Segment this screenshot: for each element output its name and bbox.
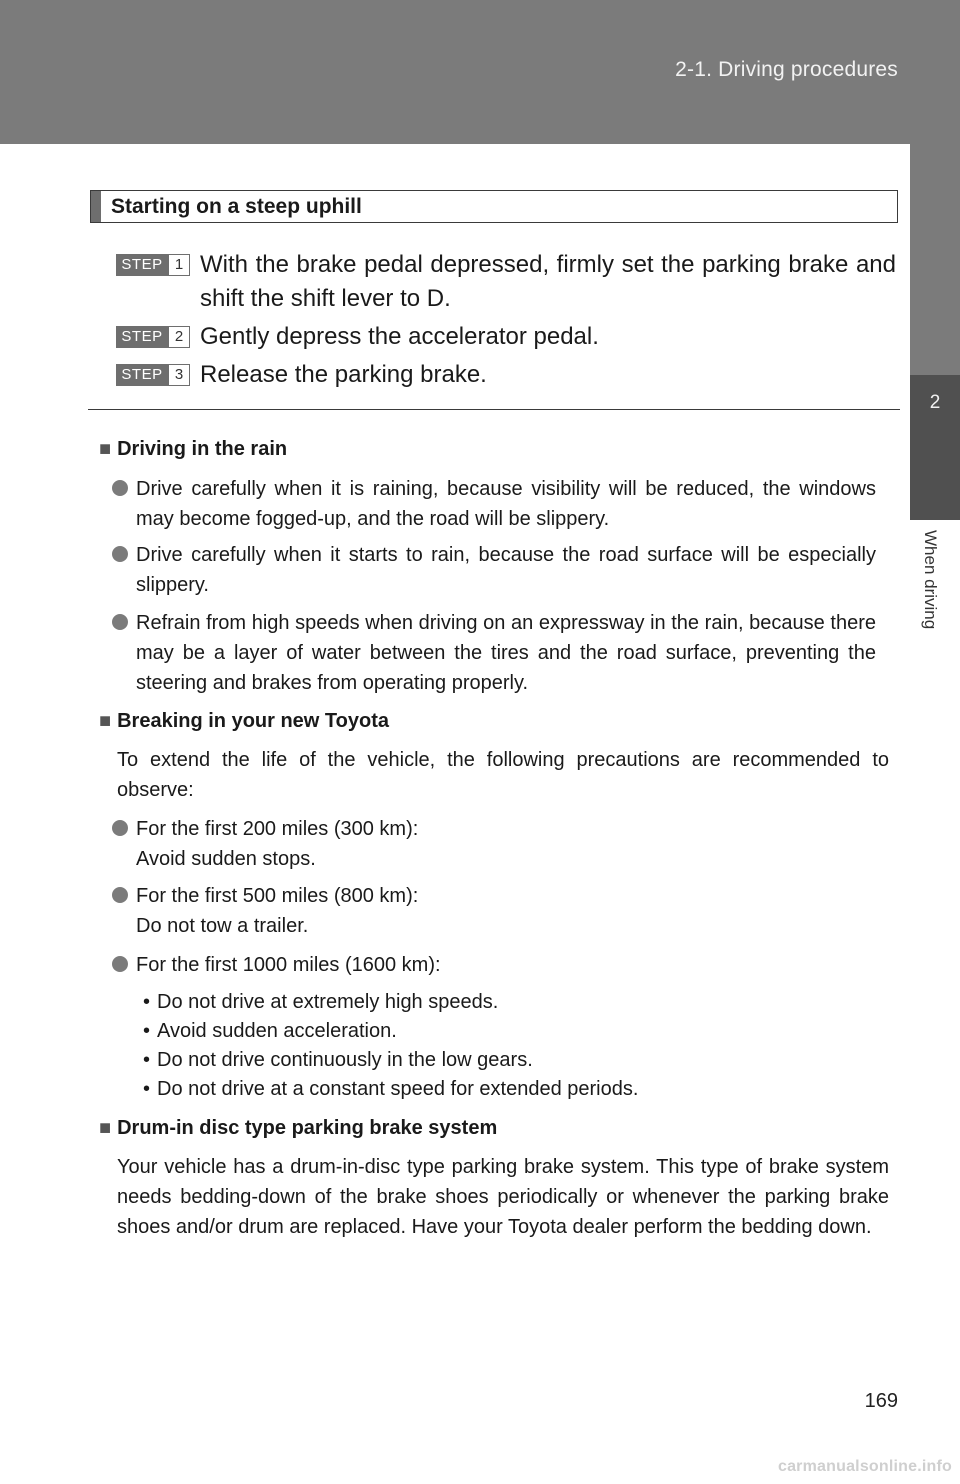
step-number: 1	[168, 254, 190, 276]
dot-bullet-icon: •	[143, 1078, 151, 1100]
step-badge	[116, 254, 192, 276]
step-text: Gently depress the accelerator pedal.	[200, 323, 599, 350]
step-label: STEP	[116, 326, 168, 348]
procedure-heading: Starting on a steep uphill	[111, 195, 362, 218]
note-heading-text: Drum-in disc type parking brake system	[117, 1117, 498, 1139]
list-item	[112, 540, 876, 600]
page-number: 169	[864, 1390, 898, 1412]
page-header-band	[0, 0, 960, 144]
note-heading-text: Driving in the rain	[117, 438, 288, 460]
sub-list-item	[143, 988, 877, 1017]
step-badge	[116, 326, 192, 348]
circle-bullet-icon	[112, 956, 128, 972]
circle-bullet-icon	[112, 480, 128, 496]
square-bullet-icon: ■	[99, 1117, 112, 1139]
dot-bullet-icon: •	[143, 991, 151, 1013]
list-item-text: For the first 1000 miles (1600 km):	[136, 954, 441, 976]
drum-paragraph: Your vehicle has a drum-in-disc type parking brake system. This type of brake system needs bedding-down of the brake shoes periodically or whenever the parking brake shoes and/or drum are replaced. Have your Toyota dealer perform the bedding down.	[117, 1156, 889, 1238]
circle-bullet-icon	[112, 820, 128, 836]
list-item	[112, 608, 876, 698]
sub-list-item	[143, 1017, 877, 1046]
step-badge	[116, 364, 192, 386]
heading-accent-bar	[91, 191, 101, 222]
list-item-text: For the first 200 miles (300 km):	[136, 818, 419, 840]
chapter-number: 2	[929, 392, 941, 413]
sub-list-item-text: Do not drive at extremely high speeds.	[157, 991, 499, 1013]
procedure-heading-box	[90, 190, 898, 223]
note-heading-breakin	[99, 710, 389, 733]
step-number: 2	[168, 326, 190, 348]
step-label: STEP	[116, 364, 168, 386]
section-divider	[88, 409, 900, 410]
step-text: With the brake pedal depressed, firmly set the parking brake and shift the shift lever to D.	[200, 251, 896, 312]
list-item-text: For the first 500 miles (800 km):	[136, 885, 419, 907]
list-item	[112, 814, 876, 874]
breakin-intro: To extend the life of the vehicle, the following precautions are recommended to observe:	[117, 749, 889, 801]
sub-list-item	[143, 1075, 877, 1104]
list-item	[112, 881, 876, 941]
dot-bullet-icon: •	[143, 1049, 151, 1071]
list-item-text: Do not tow a trailer.	[136, 915, 309, 937]
circle-bullet-icon	[112, 887, 128, 903]
watermark: carmanualsonline.info	[777, 1458, 952, 1475]
list-item-text: Avoid sudden stops.	[136, 848, 316, 870]
list-item	[112, 474, 876, 534]
note-heading-text: Breaking in your new Toyota	[117, 710, 389, 732]
circle-bullet-icon	[112, 614, 128, 630]
step-text: Release the parking brake.	[200, 361, 487, 388]
step-number: 3	[168, 364, 190, 386]
list-item	[112, 950, 876, 980]
sub-list-item-text: Avoid sudden acceleration.	[157, 1020, 397, 1042]
note-heading-drum	[99, 1117, 497, 1140]
dot-bullet-icon: •	[143, 1020, 151, 1042]
sub-list-item-text: Do not drive at a constant speed for extended periods.	[157, 1078, 639, 1100]
sub-list-item-text: Do not drive continuously in the low gears.	[157, 1049, 533, 1071]
list-item-text: Drive carefully when it starts to rain, because the road surface will be especially slippery.	[136, 544, 876, 596]
chapter-title: When driving	[921, 530, 940, 630]
section-title: 2-1. Driving procedures	[675, 58, 898, 81]
list-item-text: Refrain from high speeds when driving on an expressway in the rain, because there may be a layer of water between the tires and the road surface, preventing the steering and brakes from operating properly.	[136, 612, 876, 694]
list-item-text: Drive carefully when it is raining, because visibility will be reduced, the windows may become fogged-up, and the road will be slippery.	[136, 478, 876, 530]
sub-list-item	[143, 1046, 877, 1075]
step-label: STEP	[116, 254, 168, 276]
circle-bullet-icon	[112, 546, 128, 562]
square-bullet-icon: ■	[99, 438, 112, 460]
note-heading-rain	[99, 438, 287, 461]
square-bullet-icon: ■	[99, 710, 112, 732]
